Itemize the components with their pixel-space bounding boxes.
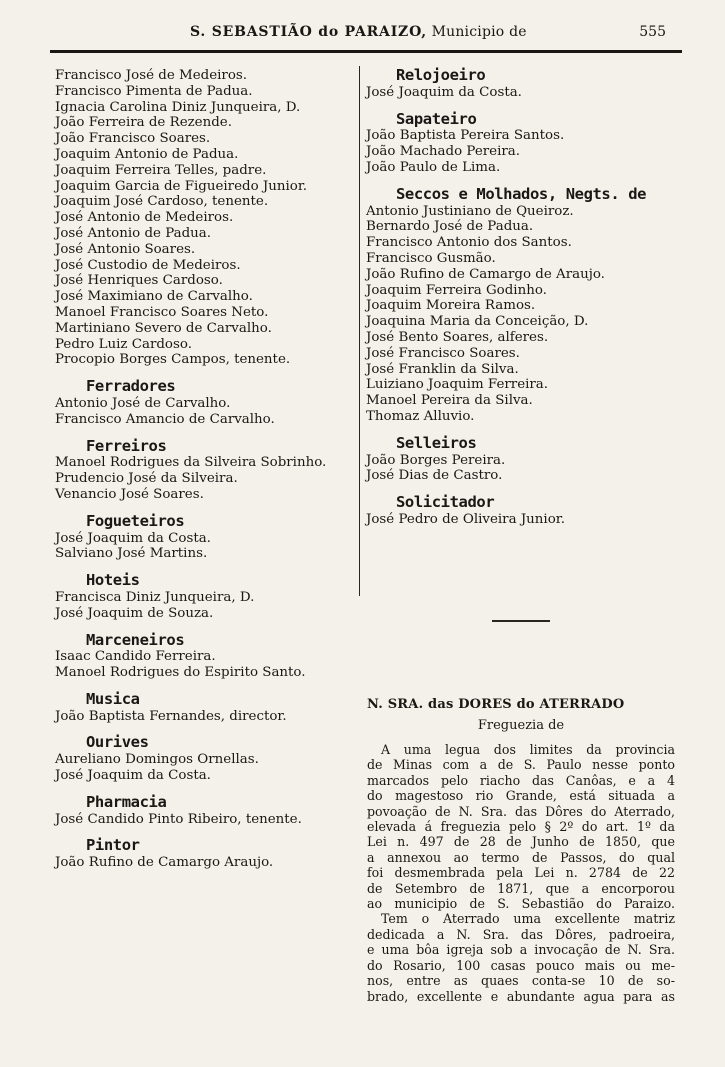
list-entry: Aureliano Domingos Ornellas. bbox=[55, 752, 259, 768]
list-entry: José Antonio de Medeiros. bbox=[55, 210, 234, 226]
paragraph-line: Tem o Aterrado uma excellente matriz bbox=[381, 911, 675, 927]
list-entry: Manoel Francisco Soares Neto. bbox=[55, 304, 269, 320]
list-entry: José Pedro de Oliveira Junior. bbox=[366, 511, 565, 527]
left-column bbox=[55, 68, 360, 871]
list-entry: Martiniano Severo de Carvalho. bbox=[55, 320, 272, 336]
paragraph-line: marcados pelo riacho das Canôas, e a 4 bbox=[367, 772, 675, 788]
list-entry: Francisco José de Medeiros. bbox=[55, 68, 248, 83]
parish-subtitle: Freguezia de bbox=[477, 718, 565, 733]
list-entry: Bernardo José de Padua. bbox=[366, 219, 534, 235]
list-entry: José Antonio de Padua. bbox=[55, 225, 212, 241]
list-entry: João Paulo de Lima. bbox=[366, 159, 501, 175]
list-entry: Manoel Rodrigues da Silveira Sobrinho. bbox=[55, 455, 327, 471]
list-entry: José Joaquim de Souza. bbox=[55, 605, 214, 621]
list-entry: Procopio Borges Campos, tenente. bbox=[55, 352, 291, 368]
parish-description bbox=[367, 742, 675, 1004]
category-heading: Seccos e Molhados, Negts. de bbox=[396, 184, 647, 203]
section-end-rule bbox=[492, 620, 550, 622]
paragraph-line: brado, excellente e abundante agua para as bbox=[367, 988, 675, 1004]
paragraph-line: elevada á freguezia pelo § 2º do art. 1º da bbox=[367, 819, 675, 835]
list-entry: Joaquim Moreira Ramos. bbox=[366, 298, 536, 314]
page-header bbox=[40, 22, 680, 46]
paragraph-line: nos, entre as quaes conta-se 10 de so- bbox=[367, 973, 675, 989]
category-heading: Fogueteiros bbox=[86, 511, 185, 530]
right-column bbox=[366, 68, 676, 528]
list-entry: Francisco Gusmão. bbox=[366, 250, 496, 266]
paragraph-line: e uma bôa igreja sob a invocação de N. Sra. bbox=[367, 942, 675, 958]
list-entry: José Maximiano de Carvalho. bbox=[55, 289, 253, 305]
list-entry: João Baptista Pereira Santos. bbox=[366, 128, 565, 144]
running-title-bold: S. SEBASTIÃO do PARAIZO, bbox=[190, 24, 427, 40]
list-entry: João Rufino de Camargo Araujo. bbox=[55, 855, 274, 871]
list-entry: José Henriques Cardoso. bbox=[55, 273, 223, 289]
list-entry: João Ferreira de Rezende. bbox=[55, 115, 232, 131]
list-entry: Joaquim Garcia de Figueiredo Junior. bbox=[55, 178, 308, 194]
paragraph-line: ao municipio de S. Sebastião do Paraizo. bbox=[367, 896, 675, 912]
list-entry: José Franklin da Silva. bbox=[366, 361, 519, 377]
parish-title: N. SRA. das DORES do ATERRADO bbox=[367, 697, 625, 712]
list-entry: Luiziano Joaquim Ferreira. bbox=[366, 377, 549, 393]
running-title bbox=[190, 24, 527, 40]
list-entry: José Francisco Soares. bbox=[366, 345, 520, 361]
list-entry: Joaquina Maria da Conceição, D. bbox=[366, 314, 589, 330]
list-entry: Francisco Antonio dos Santos. bbox=[366, 235, 572, 251]
category-heading: Sapateiro bbox=[396, 109, 477, 128]
list-entry: Joaquim José Cardoso, tenente. bbox=[55, 194, 269, 210]
list-entry: José Dias de Castro. bbox=[366, 468, 503, 484]
list-entry: Antonio José de Carvalho. bbox=[55, 395, 231, 411]
list-entry: Manoel Pereira da Silva. bbox=[366, 393, 533, 409]
list-entry: Thomaz Alluvio. bbox=[366, 408, 475, 424]
list-entry: Isaac Candido Ferreira. bbox=[55, 649, 216, 665]
list-entry: José Candido Pinto Ribeiro, tenente. bbox=[55, 811, 302, 827]
paragraph-line: foi desmembrada pela Lei n. 2784 de 22 bbox=[367, 865, 675, 881]
category-heading: Marceneiros bbox=[86, 630, 185, 649]
category-heading: Ourives bbox=[86, 733, 149, 752]
list-entry: Manoel Rodrigues do Espirito Santo. bbox=[55, 665, 306, 681]
paragraph-line: a annexou ao termo de Passos, do qual bbox=[367, 849, 675, 865]
list-entry: João Baptista Fernandes, director. bbox=[55, 708, 287, 724]
category-heading: Ferradores bbox=[86, 377, 176, 396]
list-entry: Ignacia Carolina Diniz Junqueira, D. bbox=[55, 99, 301, 115]
category-heading: Relojoeiro bbox=[396, 66, 486, 84]
list-entry: João Borges Pereira. bbox=[366, 452, 506, 468]
list-entry: José Antonio Soares. bbox=[55, 241, 196, 257]
list-entry: Prudencio José da Silveira. bbox=[55, 471, 238, 487]
paragraph-line: do magestoso rio Grande, está situada a bbox=[367, 788, 675, 804]
list-entry: José Joaquim da Costa. bbox=[55, 768, 211, 784]
list-entry: Francisco Amancio de Carvalho. bbox=[55, 411, 275, 427]
paragraph-line: A uma legua dos limites da provincia bbox=[381, 742, 675, 757]
paragraph-line: do Rosario, 100 casas pouco mais ou me- bbox=[367, 957, 675, 973]
list-entry: Joaquim Ferreira Godinho. bbox=[366, 282, 547, 298]
list-entry: Francisca Diniz Junqueira, D. bbox=[55, 589, 255, 605]
category-heading: Solicitador bbox=[396, 493, 495, 512]
paragraph-line: Lei n. 497 de 28 de Junho de 1850, que bbox=[367, 834, 675, 850]
list-entry: Francisco Pimenta de Padua. bbox=[55, 83, 253, 99]
category-heading: Pharmacia bbox=[86, 792, 167, 811]
category-heading: Selleiros bbox=[396, 433, 477, 452]
page-number: 555 bbox=[639, 24, 666, 40]
category-heading: Hoteis bbox=[86, 571, 140, 590]
list-entry: Joaquim Ferreira Telles, padre. bbox=[55, 162, 267, 178]
list-entry: José Joaquim da Costa. bbox=[366, 84, 522, 100]
paragraph-line: povoação de N. Sra. das Dôres do Aterrado, bbox=[367, 803, 675, 819]
list-entry: Salviano José Martins. bbox=[55, 546, 208, 562]
list-entry: João Francisco Soares. bbox=[55, 131, 211, 147]
list-entry: Pedro Luiz Cardoso. bbox=[55, 336, 192, 352]
paragraph-line: dedicada a N. Sra. das Dôres, padroeira, bbox=[367, 926, 675, 942]
paragraph-line: de Setembro de 1871, que a encorporou bbox=[367, 880, 675, 896]
list-entry: Joaquim Antonio de Padua. bbox=[55, 146, 239, 162]
list-entry: João Machado Pereira. bbox=[366, 144, 521, 160]
list-entry: João Rufino de Camargo de Araujo. bbox=[366, 266, 605, 282]
running-title-rest: Municipio de bbox=[431, 24, 527, 40]
list-entry: Venancio José Soares. bbox=[55, 486, 204, 502]
category-heading: Pintor bbox=[86, 836, 140, 855]
list-entry: Antonio Justiniano de Queiroz. bbox=[366, 203, 574, 219]
list-entry: José Bento Soares, alferes. bbox=[366, 329, 549, 345]
list-entry: José Custodio de Medeiros. bbox=[55, 257, 241, 273]
category-heading: Musica bbox=[86, 689, 140, 708]
list-entry: José Joaquim da Costa. bbox=[55, 530, 211, 546]
paragraph-line: de Minas com a de S. Paulo nesse ponto bbox=[367, 757, 675, 773]
header-rule bbox=[50, 50, 682, 53]
category-heading: Ferreiros bbox=[86, 436, 167, 455]
